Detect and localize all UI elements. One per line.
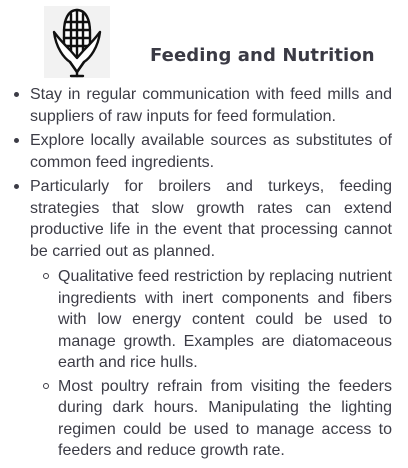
sub-list-item-text: Qualitative feed restriction by replacing nutrient ingredients with inert components and fibers with low energy content could be used to manage growth. Examples are diatomaceous earth and rice hulls. [58,268,392,371]
sub-bullet-list [30,266,392,462]
bullet-dot [14,92,19,97]
corn-icon [44,6,110,78]
list-item-text: Particularly for broilers and turkeys, feeding strategies that slow growth rates can extend productive life in the event that processing cannot be carried out as planned. [30,178,392,260]
sub-list-item [58,376,392,462]
list-item [30,84,392,127]
bullet-list [0,84,408,465]
list-item-text: Stay in regular communication with feed mills and suppliers of raw inputs for feed formulation. [30,86,392,125]
sub-list-item-text: Most poultry refrain from visiting the feeders during dark hours. Manipulating the lighting regimen could be used to manage access to feeders and reduce growth rate. [58,377,392,459]
list-item [30,176,392,462]
bullet-ring [43,273,49,279]
bullet-ring [43,383,49,389]
section-header [0,0,408,84]
section-title: Feeding and Nutrition [150,45,375,66]
sub-list-item [58,266,392,374]
bullet-dot [14,184,19,189]
bullet-dot [14,138,19,143]
list-item [30,130,392,173]
list-item-text: Explore locally available sources as substitutes of common feed ingredients. [30,132,392,171]
